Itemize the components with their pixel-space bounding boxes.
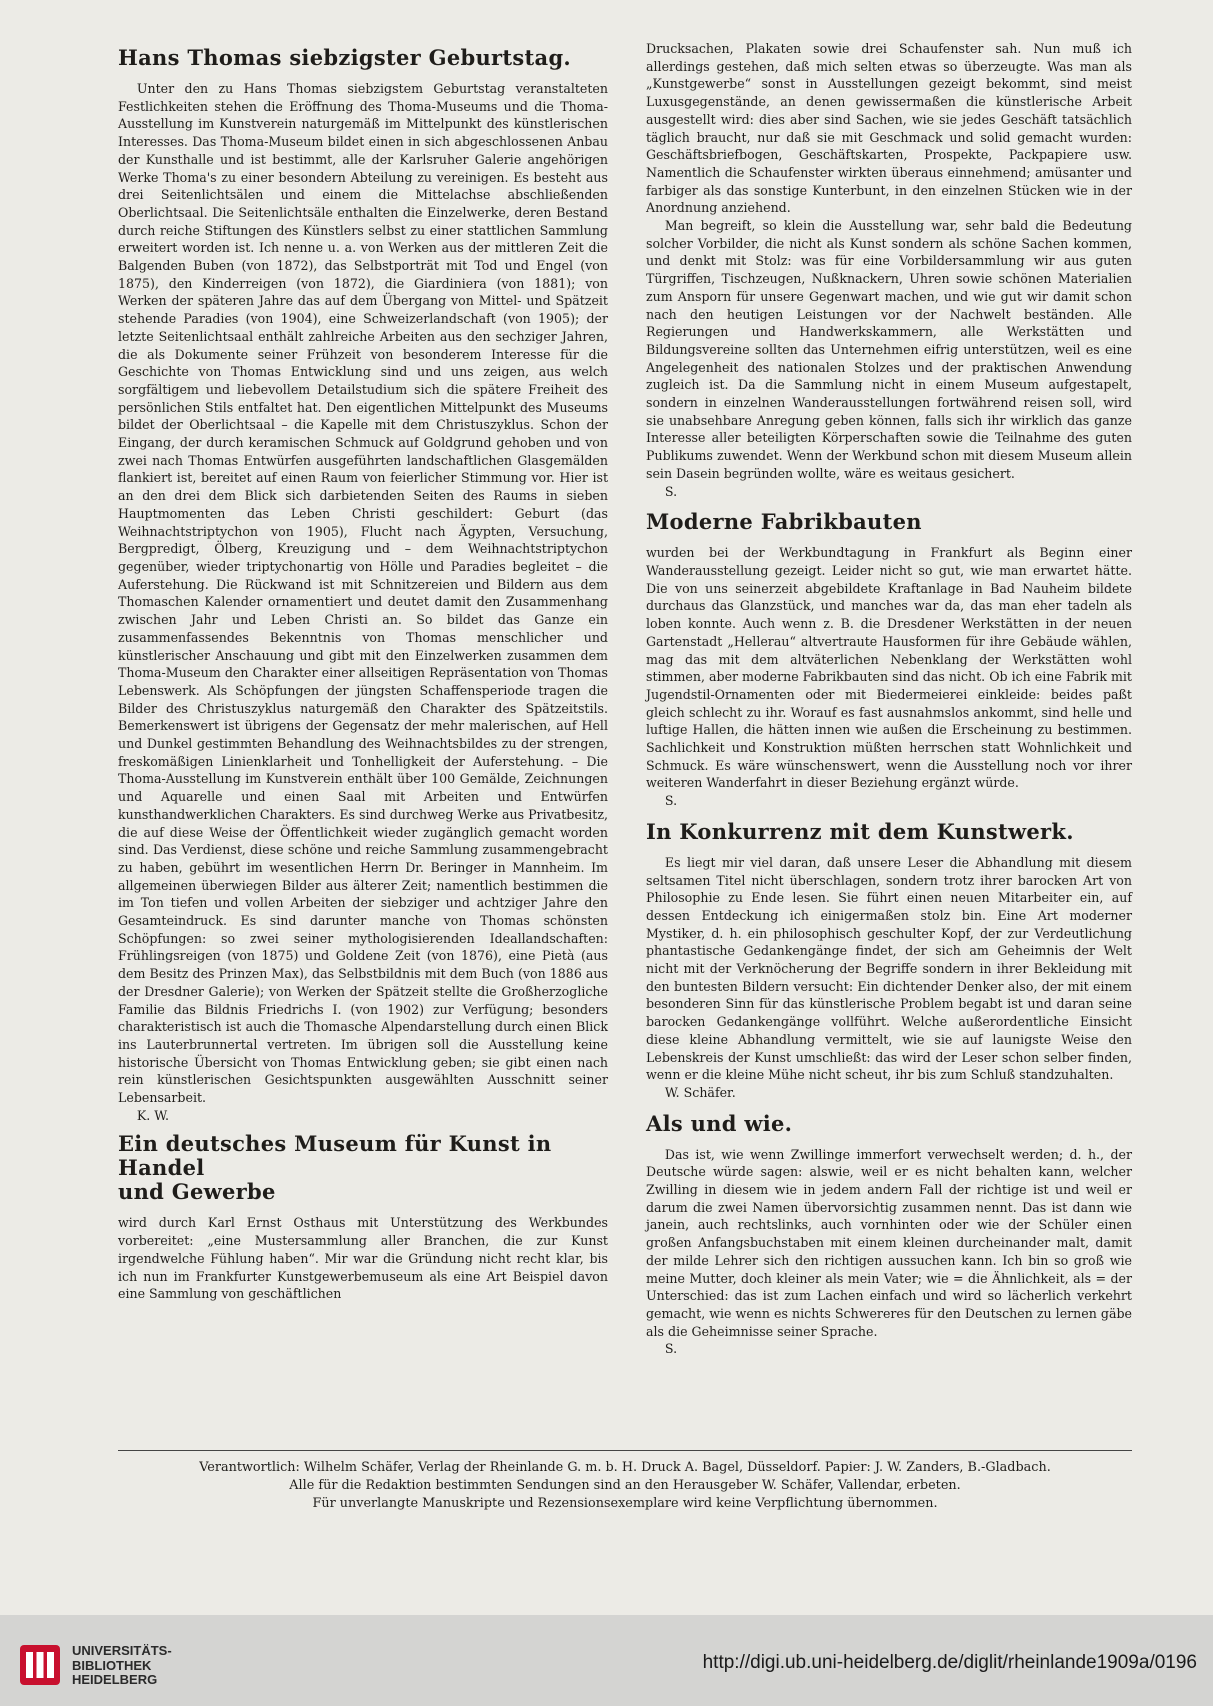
library-name — [72, 1644, 172, 1688]
right-column — [646, 40, 1132, 1358]
imprint-line-1: Verantwortlich: Wilhelm Schäfer, Verlag der Rheinlande G. m. b. H. Druck A. Bagel, Düsseldorf. Papier: J. W. Zanders, B.-Gladbach. — [199, 1460, 1051, 1475]
article2-paragraph-right-1: Drucksachen, Plakaten sowie drei Schaufenster sah. Nun muß ich allerdings gestehen, daß mich selten etwas so überzeugte. Was man als „Kunstgewerbe“ sonst in Ausstellungen gezeigt bekommt, sind meist Luxusgegenstände, an denen gewissermaßen die künstlerische Arbeit ausgestellt wird: dies aber sind Sachen, wie sie jedes Geschäft tatsächlich täglich braucht, nur daß sie mit Geschmack und solid gemacht wurden: Geschäftsbriefbogen, Geschäftskarten, Prospekte, Packpapiere usw. Namentlich die Schaufenster wirkten überaus einnehmend; amüsanter und farbiger als das sonstige Kunterbunt, in den einzelnen Stücken wie in der Anordnung anziehend. — [646, 41, 1132, 216]
article2-paragraph-left: wird durch Karl Ernst Osthaus mit Unterstützung des Werkbundes vorbereitet: „eine Mustersammlung aller Branchen, die zur Kunst irgendwelche Fühlung haben“. Mir war die Gründung nicht recht klar, bis ich nun im Frankfurter Kunstgewerbemuseum als eine Art Beispiel davon eine Sammlung von geschäftlichen — [118, 1215, 608, 1302]
source-url-link[interactable]: http://digi.ub.uni-heidelberg.de/diglit/rheinlande1909a/0196 — [702, 1652, 1197, 1673]
library-name-line3: HEIDELBERG — [72, 1672, 158, 1687]
library-name-line2: BIBLIOTHEK — [72, 1657, 152, 1673]
article2-title-line2: und Gewerbe — [118, 1179, 276, 1205]
article4-paragraph: Es liegt mir viel daran, daß unsere Leser die Abhandlung mit diesem seltsamen Titel nicht überschlagen, sondern trotz ihrer barocken Art von Philosophie zu Ende lesen. Sie führt einen neuen Mitarbeiter ein, auf dessen Entdeckung ich einigermaßen stolz bin. Eine Art moderner Mystiker, d. h. ein philosophisch geschulter Kopf, der zur Verdeutlichung phantastische Gedankengänge findet, der sich am Geheimnis der Welt nicht mit der Verknöcherung der Begriffe sondern in ihrer Bekleidung mit den buntesten Bildern versucht: Ein dichtender Denker also, der mit einem besonderen Sinn für das künstlerische Problem begabt ist und daran seine barocken Gedankengänge vollführt. Welche außerordentliche Einsicht diese kleine Abhandlung vermittelt, wie sie auf launigste Weise den Lebenskreis der Kunst umschließt: das wird der Leser schon selber finden, wenn er die kleine Mühe nicht scheut, ihr bis zum Schluß standzuhalten. — [646, 854, 1132, 1083]
article4-title: In Konkurrenz mit dem Kunstwerk. — [646, 818, 1074, 844]
article5-paragraph: Das ist, wie wenn Zwillinge immerfort verwechselt werden; d. h., der Deutsche würde sagen: alswie, weil er es nicht behalten kann, welcher Zwilling in diesem wie in jedem andern Fall der richtige ist und weil er darum die zwei Namen übervorsichtig zusammen nennt. Das ist dann wie janein, auch rechtslinks, auch vornhinten oder wie der Schüler einen großen Anfangsbuchstaben mit einem kleinen durcheinander malt, damit der milde Lehrer sich den richtigen aussuchen kann. Ich bin so groß wie meine Mutter, doch kleiner als mein Vater; wie = die Ähnlichkeit, als = der Unterschied: das ist zum Lachen einfach und wird so lächerlich verkehrt gemacht, wie wenn es nichts Schwereres für den Deutschen zu lernen gäbe als die Geheimnisse seiner Sprache. — [646, 1146, 1132, 1339]
article5-signature: S. — [664, 1341, 678, 1357]
article1-paragraph: Unter den zu Hans Thomas siebzigstem Geburtstag veranstalteten Festlichkeiten stehen die Eröffnung des Thoma-Museums und die Thoma-Ausstellung im Kunstverein naturgemäß im Mittelpunkt des künstlerischen Interesses. Das Thoma-Museum bildet einen in sich abgeschlossenen Anbau der Kunsthalle und ist bestimmt, alle der Karlsruher Galerie angehörigen Werke Thoma's zu einer besondern Abteilung zu vereinigen. Es besteht aus drei Seitenlichtsälen und einem die Mittelachse abschließenden Oberlichtsaal. Die Seitenlichtsäle enthalten die Einzelwerke, deren Bestand durch reiche Stiftungen des Künstlers selbst zu einer stattlichen Sammlung erweitert worden ist. Ich nenne u. a. von Werken aus der mittleren Zeit die Balgenden Buben (von 1872), das Selbstporträt mit Tod und Engel (von 1875), den Kinderreigen (von 1872), die Giardiniera (von 1881); von Werken der späteren Jahre das auf dem Übergang von Mittel- und Spätzeit stehende Paradies (von 1904), eine Schweizerlandschaft (von 1905); der letzte Seitenlichtsaal enthält zahlreiche Arbeiten aus den sechziger Jahren, die als Dokumente seiner Frühzeit von besonderem Interesse für die Geschichte von Thomas Entwicklung sind und uns zeigen, aus welch sorgfältigem und liebevollem Detailstudium sich die spätere Freiheit des persönlichen Stils entfaltet hat. Den eigentlichen Mittelpunkt des Museums bildet der Oberlichtsaal – die Kapelle mit dem Christuszyklus. Schon der Eingang, der durch keramischen Schmuck auf Goldgrund gehoben und von zwei nach Thomas Entwürfen ausgeführten landschaftlichen Glasgemälden flankiert ist, bereitet auf einen Raum von feierlicher Stimmung vor. Hier ist an den drei dem Blick sich darbietenden Seiten des Raums in sieben Hauptmomenten das Leben Christi geschildert: Geburt (das Weihnachtstriptychon von 1905), Flucht nach Ägypten, Versuchung, Bergpredigt, Ölberg, Kreuzigung und – dem Weihnachtstriptychon gegenüber, wieder triptychonartig von Hölle und Paradies begleitet – die Auferstehung. Die Rückwand ist mit Schnitzereien und Bildern aus dem Thomaschen Kalender ornamentiert und deutet damit den Zusammenhang zwischen Jahr und Leben Christi an. So bildet das Ganze ein zusammenfassendes Bekenntnis von Thomas menschlicher und künstlerischer Anschauung und gibt mit den Einzelwerken zusammen dem Thoma-Museum den Charakter einer allseitigen Repräsentation von Thomas Lebenswerk. Als Schöpfungen der jüngsten Schaffensperiode tragen die Bilder des Christuszyklus naturgemäß den Charakter des Spätzeitstils. Bemerkenswert ist übrigens der Gegensatz der mehr malerischen, auf Hell und Dunkel gestimmten Behandlung des Weihnachtsbildes zu der strengen, freskomäßigen Linienklarheit und Tonhelligkeit der Auferstehung. – Die Thoma-Ausstellung im Kunstverein enthält über 100 Gemälde, Zeichnungen und Aquarelle und einen Saal mit Arbeiten und Entwürfen kunsthandwerklichen Charakters. Es sind durchweg Werke aus Privatbesitz, die auf diese Weise der Öffentlichkeit wieder zugänglich gemacht worden sind. Das Verdienst, diese schöne und reiche Sammlung zusammengebracht zu haben, gebührt im wesentlichen Herrn Dr. Beringer in Mannheim. Im allgemeinen überwiegen Bilder aus älterer Zeit; namentlich bestimmen die im Ton tiefen und vollen Arbeiten der siebziger und achtziger Jahre den Gesamteindruck. Es sind darunter manche von Thomas schönsten Schöpfungen: so zwei seiner mythologisierenden Ideallandschaften: Frühlingsreigen (von 1875) und Goldene Zeit (von 1876), eine Pietà (aus dem Besitz des Prinzen Max), das Selbstbildnis mit dem Buch (von 1886 aus der Dresdner Galerie); von Werken der Spätzeit stellte die Großherzogliche Familie das Bildnis Friedrichs I. (von 1902) zur Verfügung; besonders charakteristisch ist auch die Thomasche Alpendarstellung durch einen Blick ins Lauterbrunnertal vertreten. Im übrigen soll die Ausstellung keine historische Übersicht von Thomas Entwicklung geben; sie gibt einen nach rein künstlerischen Gesichtspunkten ausgewählten Ausschnitt seiner Lebensarbeit. — [118, 81, 608, 1106]
imprint-footer — [118, 1450, 1132, 1513]
article1-signature: K. W. — [136, 1107, 170, 1123]
imprint-line-2: Alle für die Redaktion bestimmten Sendungen sind an den Herausgeber W. Schäfer, Vallendar, erbeten. — [289, 1478, 961, 1493]
imprint-line-3: Für unverlangte Manuskripte und Rezensionsexemplare wird keine Verpflichtung übernommen. — [312, 1496, 938, 1511]
article3-paragraph: wurden bei der Werkbundtagung in Frankfurt als Beginn einer Wanderausstellung gezeigt. Leider nicht so gut, wie man erwartet hätte. Die von uns seinerzeit abgebildete Kraftanlage in Bad Nauheim bildete durchaus das Glanzstück, und manches war da, das man eher tadeln als loben konnte. Auch wenn z. B. die Dresdener Werkstätten in der neuen Gartenstadt „Hellerau“ altvertraute Hausformen für ihre Gebäude wählen, mag das mit dem altväterlichen Nebenklang der Werkstätten wohl stimmen, aber moderne Fabrikbauten sind das nicht. Ob ich eine Fabrik mit Jugendstil-Ornamenten oder mit Biedermeierei einkleide: beides paßt gleich schlecht zu ihr. Worauf es fast ausnahmslos ankommt, sind helle und luftige Hallen, die hätten innen wie außen die Erscheinung zu bestimmen. Sachlichkeit und Konstruktion müßten herrschen statt Wohnlichkeit und Schmuck. Es wäre wünschenswert, wenn die Ausstellung noch vor ihrer weiteren Wanderfahrt in dieser Beziehung ergänzt würde. — [646, 545, 1132, 791]
left-column — [118, 40, 608, 1303]
article2-paragraph-right-2: Man begreift, so klein die Ausstellung war, sehr bald die Bedeutung solcher Vorbilder, die nicht als Kunst sondern als schöne Sachen kommen, und denkt mit Stolz: was für eine Vorbildersammlung wir aus guten Türgriffen, Tischzeugen, Nußknackern, Uhren sowie schönen Materialien zum Ansporn für unsere Gegenwart machen, und wie gut wir damit schon nach den heutigen Leistungen vor der Nachwelt beständen. Alle Regierungen und Handwerkskammern, alle Werkstätten und Bildungsvereine sollten das Unternehmen eifrig unterstützen, weil es eine Angelegenheit des nationalen Stolzes und der praktischen Anwendung zugleich ist. Da die Sammlung nicht in einem Museum aufgestapelt, sondern in einzelnen Wanderausstellungen fortwährend reisen soll, wird sie unabsehbare Anregung geben können, falls sich ihr wirklich das ganze Interesse aller beteiligten Körperschaften sowie die Teilnahme des guten Publikums zuwendet. Wenn der Werkbund schon mit diesem Museum allein sein Dasein begründen wollte, wäre es weitaus gesichert. — [646, 218, 1132, 481]
article3-signature: S. — [664, 793, 678, 809]
article2-signature: S. — [664, 483, 678, 499]
article2-title-line1: Ein deutsches Museum für Kunst in Handel — [118, 1131, 552, 1181]
article2-title — [118, 1132, 608, 1204]
article3-title: Moderne Fabrikbauten — [646, 509, 922, 535]
article5-title: Als und wie. — [646, 1110, 793, 1136]
article1-title: Hans Thomas siebzigster Geburtstag. — [118, 45, 572, 70]
university-library-logo-icon — [18, 1643, 62, 1687]
article4-signature: W. Schäfer. — [664, 1084, 736, 1100]
library-name-line1: UNIVERSITÄTS- — [72, 1643, 172, 1658]
